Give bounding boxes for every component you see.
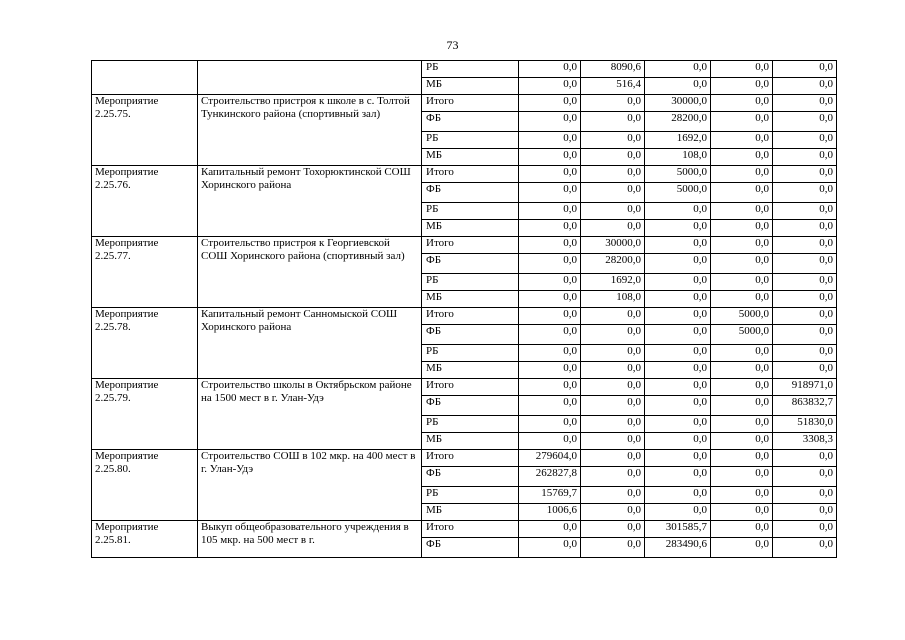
value-cell: 0,0 (773, 538, 837, 558)
value-cell: 0,0 (519, 237, 581, 254)
fund-cell: Итого (422, 379, 519, 396)
table-row (92, 379, 837, 396)
value-cell: 0,0 (711, 345, 773, 362)
value-cell: 0,0 (519, 308, 581, 325)
fund-cell: ФБ (422, 254, 519, 274)
value-cell: 0,0 (711, 538, 773, 558)
value-cell: 5000,0 (645, 166, 711, 183)
fund-cell: МБ (422, 433, 519, 450)
table-row (92, 61, 837, 78)
value-cell: 0,0 (711, 132, 773, 149)
value-cell: 0,0 (773, 345, 837, 362)
value-cell: 0,0 (711, 95, 773, 112)
value-cell: 0,0 (581, 362, 645, 379)
value-cell: 0,0 (645, 325, 711, 345)
table-row (92, 450, 837, 467)
fund-cell: РБ (422, 132, 519, 149)
value-cell: 1692,0 (581, 274, 645, 291)
measure-description-cell (198, 61, 422, 95)
measure-description-cell: Строительство пристроя к Георгиевской СОШ Хоринского района (спортивный зал) (198, 237, 422, 308)
value-cell: 0,0 (645, 504, 711, 521)
value-cell: 0,0 (773, 61, 837, 78)
value-cell: 0,0 (581, 112, 645, 132)
fund-cell: ФБ (422, 325, 519, 345)
table-row (92, 308, 837, 325)
fund-cell: РБ (422, 61, 519, 78)
value-cell: 0,0 (519, 132, 581, 149)
value-cell: 0,0 (645, 78, 711, 95)
value-cell: 0,0 (711, 450, 773, 467)
value-cell: 30000,0 (645, 95, 711, 112)
value-cell: 0,0 (519, 112, 581, 132)
value-cell: 516,4 (581, 78, 645, 95)
value-cell: 0,0 (711, 487, 773, 504)
measure-label-cell: Мероприятие 2.25.77. (92, 237, 198, 308)
value-cell: 0,0 (773, 112, 837, 132)
value-cell: 0,0 (581, 220, 645, 237)
value-cell: 8090,6 (581, 61, 645, 78)
value-cell: 0,0 (581, 487, 645, 504)
value-cell: 863832,7 (773, 396, 837, 416)
value-cell: 0,0 (581, 467, 645, 487)
value-cell: 0,0 (711, 61, 773, 78)
value-cell: 0,0 (519, 325, 581, 345)
value-cell: 0,0 (773, 274, 837, 291)
value-cell: 0,0 (519, 149, 581, 166)
fund-cell: РБ (422, 274, 519, 291)
value-cell: 0,0 (645, 487, 711, 504)
value-cell: 3308,3 (773, 433, 837, 450)
value-cell: 0,0 (773, 467, 837, 487)
fund-cell: РБ (422, 416, 519, 433)
value-cell: 0,0 (519, 291, 581, 308)
value-cell: 0,0 (711, 203, 773, 220)
value-cell: 0,0 (581, 538, 645, 558)
value-cell: 0,0 (711, 237, 773, 254)
measure-label-cell: Мероприятие 2.25.79. (92, 379, 198, 450)
measure-label-cell (92, 61, 198, 95)
value-cell: 0,0 (519, 274, 581, 291)
fund-cell: РБ (422, 345, 519, 362)
value-cell: 0,0 (773, 237, 837, 254)
value-cell: 0,0 (773, 95, 837, 112)
fund-cell: Итого (422, 450, 519, 467)
value-cell: 0,0 (581, 521, 645, 538)
value-cell: 0,0 (581, 450, 645, 467)
table-row (92, 237, 837, 254)
value-cell: 51830,0 (773, 416, 837, 433)
measure-label-cell: Мероприятие 2.25.76. (92, 166, 198, 237)
table-row (92, 166, 837, 183)
value-cell: 0,0 (645, 379, 711, 396)
value-cell: 28200,0 (581, 254, 645, 274)
value-cell: 0,0 (711, 504, 773, 521)
fund-cell: Итого (422, 308, 519, 325)
fund-cell: РБ (422, 203, 519, 220)
value-cell: 0,0 (581, 203, 645, 220)
value-cell: 0,0 (519, 433, 581, 450)
value-cell: 0,0 (581, 416, 645, 433)
value-cell: 0,0 (645, 291, 711, 308)
value-cell: 0,0 (773, 203, 837, 220)
fund-cell: МБ (422, 362, 519, 379)
value-cell: 0,0 (773, 487, 837, 504)
fund-cell: МБ (422, 504, 519, 521)
value-cell: 0,0 (645, 345, 711, 362)
value-cell: 301585,7 (645, 521, 711, 538)
value-cell: 0,0 (711, 112, 773, 132)
fund-cell: МБ (422, 78, 519, 95)
value-cell: 0,0 (711, 220, 773, 237)
value-cell: 0,0 (773, 183, 837, 203)
value-cell: 262827,8 (519, 467, 581, 487)
table-row (92, 521, 837, 538)
fund-cell: ФБ (422, 538, 519, 558)
value-cell: 0,0 (773, 291, 837, 308)
value-cell: 0,0 (519, 521, 581, 538)
value-cell: 0,0 (773, 450, 837, 467)
value-cell: 0,0 (645, 450, 711, 467)
value-cell: 0,0 (645, 203, 711, 220)
value-cell: 0,0 (773, 78, 837, 95)
value-cell: 0,0 (711, 521, 773, 538)
value-cell: 0,0 (711, 379, 773, 396)
value-cell: 0,0 (519, 95, 581, 112)
value-cell: 0,0 (519, 345, 581, 362)
table-row (92, 95, 837, 112)
value-cell: 0,0 (773, 132, 837, 149)
value-cell: 0,0 (645, 274, 711, 291)
value-cell: 0,0 (581, 325, 645, 345)
value-cell: 0,0 (645, 220, 711, 237)
value-cell: 0,0 (711, 416, 773, 433)
value-cell: 0,0 (773, 149, 837, 166)
value-cell: 0,0 (773, 521, 837, 538)
value-cell: 0,0 (645, 254, 711, 274)
value-cell: 5000,0 (645, 183, 711, 203)
value-cell: 0,0 (711, 362, 773, 379)
value-cell: 0,0 (519, 183, 581, 203)
value-cell: 0,0 (711, 166, 773, 183)
value-cell: 0,0 (645, 433, 711, 450)
value-cell: 0,0 (773, 254, 837, 274)
value-cell: 108,0 (645, 149, 711, 166)
value-cell: 0,0 (581, 183, 645, 203)
value-cell: 0,0 (581, 308, 645, 325)
fund-cell: РБ (422, 487, 519, 504)
value-cell: 0,0 (645, 416, 711, 433)
value-cell: 15769,7 (519, 487, 581, 504)
value-cell: 0,0 (711, 433, 773, 450)
measure-description-cell: Строительство СОШ в 102 мкр. на 400 мест в г. Улан-Удэ (198, 450, 422, 521)
fund-cell: МБ (422, 220, 519, 237)
value-cell: 0,0 (645, 396, 711, 416)
measure-label-cell: Мероприятие 2.25.80. (92, 450, 198, 521)
value-cell: 0,0 (519, 254, 581, 274)
fund-cell: Итого (422, 95, 519, 112)
value-cell: 0,0 (581, 149, 645, 166)
value-cell: 30000,0 (581, 237, 645, 254)
value-cell: 0,0 (519, 362, 581, 379)
value-cell: 0,0 (773, 325, 837, 345)
value-cell: 0,0 (581, 95, 645, 112)
value-cell: 0,0 (711, 183, 773, 203)
fund-cell: ФБ (422, 396, 519, 416)
value-cell: 0,0 (519, 396, 581, 416)
value-cell: 283490,6 (645, 538, 711, 558)
value-cell: 0,0 (773, 362, 837, 379)
fund-cell: Итого (422, 166, 519, 183)
value-cell: 0,0 (645, 467, 711, 487)
value-cell: 0,0 (519, 61, 581, 78)
value-cell: 0,0 (519, 538, 581, 558)
table-body (92, 61, 837, 558)
value-cell: 0,0 (519, 166, 581, 183)
value-cell: 0,0 (773, 308, 837, 325)
value-cell: 0,0 (773, 166, 837, 183)
value-cell: 0,0 (645, 308, 711, 325)
value-cell: 0,0 (581, 396, 645, 416)
value-cell: 5000,0 (711, 325, 773, 345)
value-cell: 0,0 (711, 396, 773, 416)
fund-cell: МБ (422, 291, 519, 308)
measure-description-cell: Выкуп общеобразовательного учреждения в 105 мкр. на 500 мест в г. (198, 521, 422, 558)
page-number: 73 (446, 38, 459, 52)
value-cell: 0,0 (519, 78, 581, 95)
value-cell: 28200,0 (645, 112, 711, 132)
measure-description-cell: Капитальный ремонт Тохорюктинской СОШ Хоринского района (198, 166, 422, 237)
value-cell: 108,0 (581, 291, 645, 308)
value-cell: 0,0 (645, 61, 711, 78)
value-cell: 0,0 (711, 291, 773, 308)
value-cell: 0,0 (581, 132, 645, 149)
value-cell: 5000,0 (711, 308, 773, 325)
measure-description-cell: Капитальный ремонт Санномыской СОШ Хоринского района (198, 308, 422, 379)
fund-cell: Итого (422, 521, 519, 538)
value-cell: 0,0 (581, 504, 645, 521)
value-cell: 0,0 (645, 362, 711, 379)
value-cell: 0,0 (645, 237, 711, 254)
value-cell: 0,0 (711, 78, 773, 95)
value-cell: 918971,0 (773, 379, 837, 396)
measure-description-cell: Строительство школы в Октябрьском районе на 1500 мест в г. Улан-Удэ (198, 379, 422, 450)
value-cell: 1006,6 (519, 504, 581, 521)
fund-cell: ФБ (422, 467, 519, 487)
measure-label-cell: Мероприятие 2.25.75. (92, 95, 198, 166)
value-cell: 1692,0 (645, 132, 711, 149)
fund-cell: Итого (422, 237, 519, 254)
value-cell: 0,0 (581, 345, 645, 362)
fund-cell: ФБ (422, 183, 519, 203)
value-cell: 0,0 (519, 379, 581, 396)
measure-description-cell: Строительство пристроя к школе в с. Толтой Тункинского района (спортивный зал) (198, 95, 422, 166)
fund-cell: МБ (422, 149, 519, 166)
measure-label-cell: Мероприятие 2.25.81. (92, 521, 198, 558)
measure-label-cell: Мероприятие 2.25.78. (92, 308, 198, 379)
value-cell: 0,0 (581, 433, 645, 450)
fund-cell: ФБ (422, 112, 519, 132)
value-cell: 0,0 (519, 203, 581, 220)
value-cell: 0,0 (581, 166, 645, 183)
value-cell: 0,0 (711, 149, 773, 166)
value-cell: 279604,0 (519, 450, 581, 467)
budget-table (91, 60, 837, 558)
value-cell: 0,0 (773, 504, 837, 521)
value-cell: 0,0 (711, 254, 773, 274)
value-cell: 0,0 (711, 274, 773, 291)
value-cell: 0,0 (519, 416, 581, 433)
value-cell: 0,0 (581, 379, 645, 396)
value-cell: 0,0 (711, 467, 773, 487)
value-cell: 0,0 (773, 220, 837, 237)
value-cell: 0,0 (519, 220, 581, 237)
